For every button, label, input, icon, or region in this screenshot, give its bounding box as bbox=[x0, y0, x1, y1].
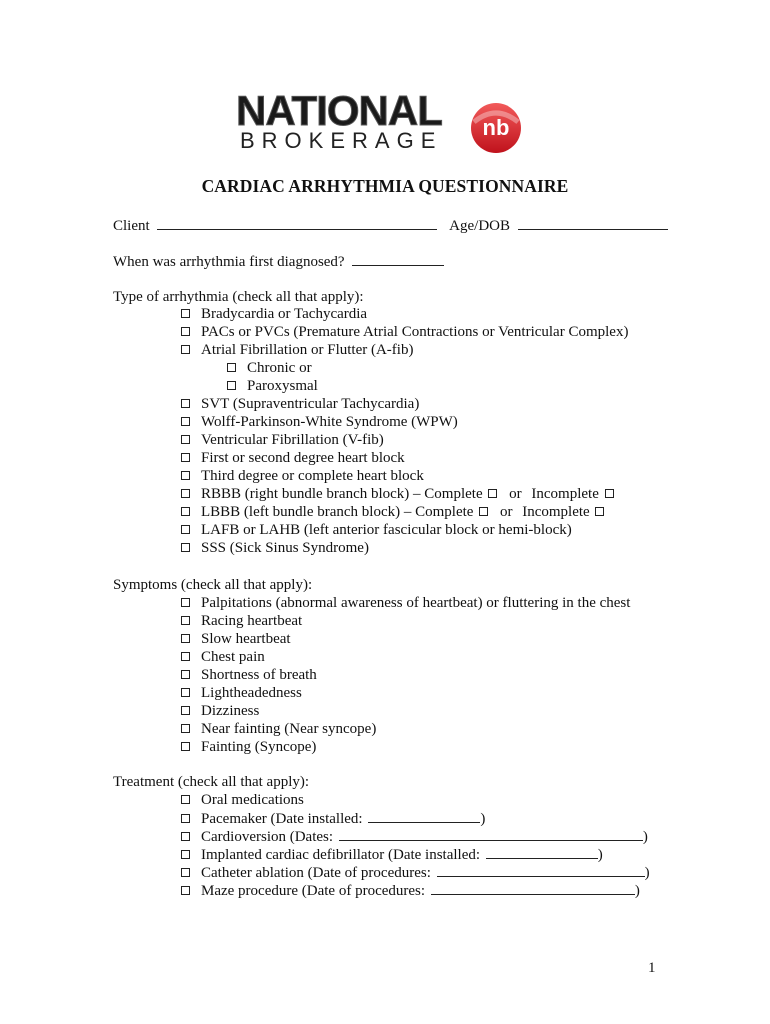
checkbox[interactable] bbox=[181, 417, 190, 426]
logo-brokerage-text: BROKERAGE bbox=[240, 128, 443, 153]
client-label: Client bbox=[113, 218, 150, 234]
type-option-lbbb: LBBB (left bundle branch block) – Complete or Incomplete bbox=[181, 503, 606, 521]
type-option-pacs-pvcs: PACs or PVCs (Premature Atrial Contractions or Ventricular Complex) bbox=[181, 323, 628, 341]
age-dob-label: Age/DOB bbox=[449, 218, 510, 234]
checkbox[interactable] bbox=[181, 507, 190, 516]
diagnosed-field[interactable] bbox=[352, 252, 444, 266]
checkbox[interactable] bbox=[181, 724, 190, 733]
maze-dates-field[interactable] bbox=[431, 881, 635, 895]
type-option-afib: Atrial Fibrillation or Flutter (A-fib) bbox=[181, 341, 413, 359]
type-option-first-second-block: First or second degree heart block bbox=[181, 449, 405, 467]
symptom-option: Lightheadedness bbox=[181, 684, 302, 702]
client-field[interactable] bbox=[157, 216, 437, 230]
treatment-option-oral: Oral medications bbox=[181, 791, 304, 809]
checkbox[interactable] bbox=[181, 652, 190, 661]
checkbox[interactable] bbox=[181, 670, 190, 679]
treatment-option-icd: Implanted cardiac defibrillator (Date installed: ) bbox=[181, 845, 603, 864]
pacemaker-date-field[interactable] bbox=[368, 809, 480, 823]
symptom-option: Slow heartbeat bbox=[181, 630, 291, 648]
symptom-option: Dizziness bbox=[181, 702, 259, 720]
checkbox[interactable] bbox=[181, 886, 190, 895]
checkbox[interactable] bbox=[227, 381, 236, 390]
age-dob-field[interactable] bbox=[518, 216, 668, 230]
ablation-dates-field[interactable] bbox=[437, 863, 645, 877]
checkbox[interactable] bbox=[181, 309, 190, 318]
treatment-option-pacemaker: Pacemaker (Date installed: ) bbox=[181, 809, 485, 828]
national-brokerage-logo bbox=[236, 87, 536, 162]
checkbox[interactable] bbox=[181, 598, 190, 607]
checkbox[interactable] bbox=[181, 688, 190, 697]
nb-badge-icon bbox=[468, 100, 524, 156]
lbbb-complete-checkbox[interactable] bbox=[479, 507, 488, 516]
type-option-lafb: LAFB or LAHB (left anterior fascicular block or hemi-block) bbox=[181, 521, 572, 539]
rbbb-incomplete-checkbox[interactable] bbox=[605, 489, 614, 498]
checkbox[interactable] bbox=[181, 634, 190, 643]
checkbox[interactable] bbox=[181, 327, 190, 336]
type-option-sss: SSS (Sick Sinus Syndrome) bbox=[181, 539, 369, 557]
checkbox[interactable] bbox=[181, 345, 190, 354]
checkbox[interactable] bbox=[181, 795, 190, 804]
treatment-option-ablation: Catheter ablation (Date of procedures: ) bbox=[181, 863, 650, 882]
checkbox[interactable] bbox=[181, 435, 190, 444]
type-option-wpw: Wolff-Parkinson-White Syndrome (WPW) bbox=[181, 413, 458, 431]
treatment-option-maze: Maze procedure (Date of procedures: ) bbox=[181, 881, 640, 900]
symptom-option: Fainting (Syncope) bbox=[181, 738, 316, 756]
diagnosed-row bbox=[113, 252, 444, 271]
checkbox[interactable] bbox=[227, 363, 236, 372]
checkbox[interactable] bbox=[181, 525, 190, 534]
type-option-third-block: Third degree or complete heart block bbox=[181, 467, 424, 485]
symptom-option: Chest pain bbox=[181, 648, 265, 666]
icd-date-field[interactable] bbox=[486, 845, 598, 859]
type-option-svt: SVT (Supraventricular Tachycardia) bbox=[181, 395, 419, 413]
symptom-option: Shortness of breath bbox=[181, 666, 317, 684]
page-number: 1 bbox=[648, 960, 656, 976]
treatment-heading: Treatment (check all that apply): bbox=[113, 774, 310, 790]
checkbox[interactable] bbox=[181, 832, 190, 841]
page-title: CARDIAC ARRHYTHMIA QUESTIONNAIRE bbox=[201, 176, 569, 196]
checkbox[interactable] bbox=[181, 489, 190, 498]
client-row bbox=[113, 216, 668, 235]
rbbb-complete-checkbox[interactable] bbox=[488, 489, 497, 498]
checkbox[interactable] bbox=[181, 543, 190, 552]
checkbox[interactable] bbox=[181, 706, 190, 715]
diagnosed-label: When was arrhythmia first diagnosed? bbox=[113, 254, 345, 270]
checkbox[interactable] bbox=[181, 850, 190, 859]
logo-national-text: NATIONAL bbox=[236, 87, 442, 134]
treatment-option-cardioversion: Cardioversion (Dates: ) bbox=[181, 827, 648, 846]
checkbox[interactable] bbox=[181, 453, 190, 462]
symptoms-heading: Symptoms (check all that apply): bbox=[113, 577, 313, 593]
checkbox[interactable] bbox=[181, 616, 190, 625]
symptom-option: Palpitations (abnormal awareness of heartbeat) or fluttering in the chest bbox=[181, 594, 630, 612]
type-heading: Type of arrhythmia (check all that apply): bbox=[113, 289, 364, 305]
lbbb-incomplete-checkbox[interactable] bbox=[595, 507, 604, 516]
checkbox[interactable] bbox=[181, 814, 190, 823]
afib-option-paroxysmal: Paroxysmal bbox=[227, 377, 318, 395]
checkbox[interactable] bbox=[181, 399, 190, 408]
type-option-vfib: Ventricular Fibrillation (V-fib) bbox=[181, 431, 384, 449]
type-option-bradycardia: Bradycardia or Tachycardia bbox=[181, 305, 367, 323]
type-option-rbbb: RBBB (right bundle branch block) – Complete or Incomplete bbox=[181, 485, 616, 503]
afib-option-chronic: Chronic or bbox=[227, 359, 312, 377]
cardioversion-dates-field[interactable] bbox=[339, 827, 643, 841]
checkbox[interactable] bbox=[181, 868, 190, 877]
checkbox[interactable] bbox=[181, 742, 190, 751]
checkbox[interactable] bbox=[181, 471, 190, 480]
symptom-option: Near fainting (Near syncope) bbox=[181, 720, 376, 738]
badge-label: nb bbox=[482, 115, 510, 140]
symptom-option: Racing heartbeat bbox=[181, 612, 302, 630]
